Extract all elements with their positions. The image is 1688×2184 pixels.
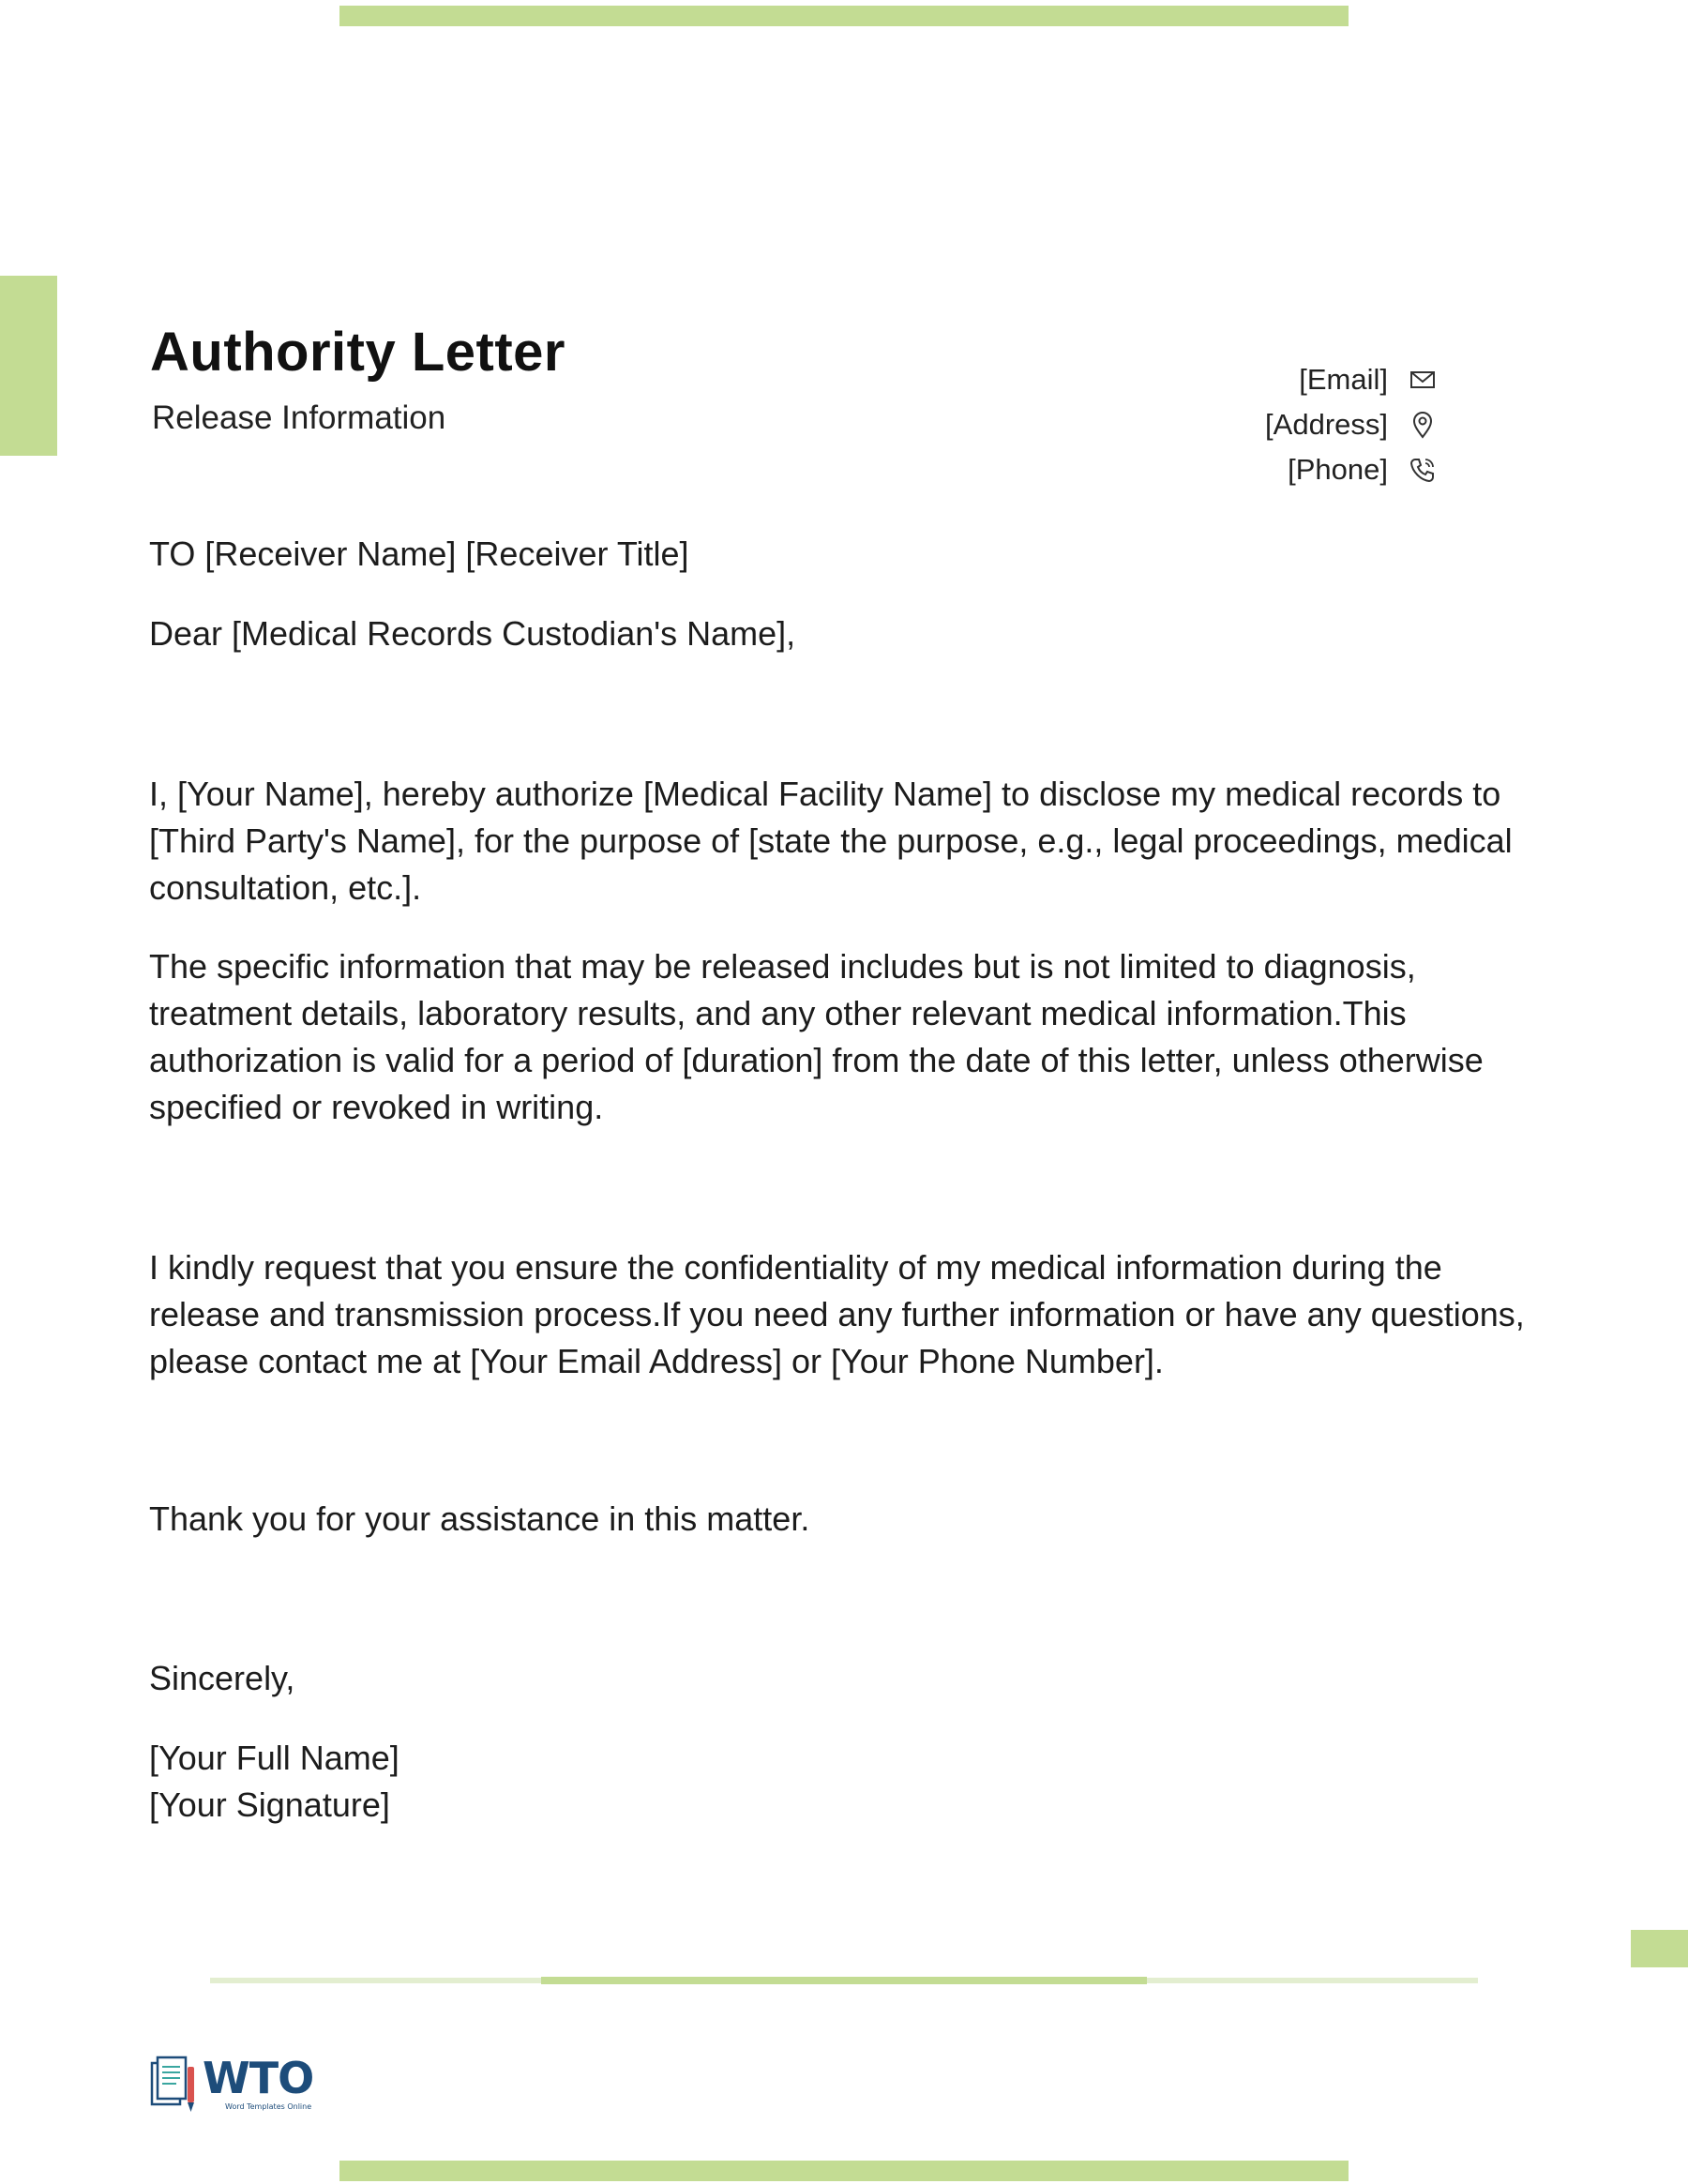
contact-address-text: [Address]	[1265, 408, 1388, 441]
contact-email-text: [Email]	[1299, 363, 1388, 396]
closing: Sincerely,	[149, 1659, 295, 1697]
contact-phone-text: [Phone]	[1288, 453, 1388, 486]
document-pen-icon	[150, 2054, 199, 2116]
left-accent-tab	[0, 276, 57, 456]
footer-divider-accent	[541, 1977, 1147, 1984]
signature: [Your Signature]	[149, 1785, 390, 1824]
contact-block	[1043, 359, 1437, 494]
letter-title: Authority Letter	[150, 322, 565, 383]
top-accent-bar	[339, 6, 1349, 26]
contact-address	[1043, 404, 1437, 445]
location-pin-icon	[1409, 411, 1437, 439]
salutation: Dear [Medical Records Custodian's Name],	[149, 614, 796, 653]
brand-logo	[150, 2054, 338, 2119]
phone-icon	[1409, 456, 1437, 484]
logo-brand: WTO	[203, 2053, 314, 2103]
recipient-line: TO [Receiver Name] [Receiver Title]	[149, 535, 689, 573]
bottom-accent-bar	[339, 2161, 1349, 2181]
logo-tagline: Word Templates Online	[225, 2102, 312, 2111]
contact-phone	[1043, 449, 1437, 490]
right-accent-tab	[1631, 1930, 1688, 1967]
paragraph-scope: The specific information that may be released includes but is not limited to diagnosis, treatment details, laboratory results, and any other relevant medical information.This authorization is valid for a period of [duration] from the date of this letter, unless otherwise specified or revoked in writing.	[149, 947, 1484, 1126]
paragraph-confidentiality: I kindly request that you ensure the confidentiality of my medical information during the release and transmission process.If you need any further information or have any questions, please contact me at [Your Email Address] or [Your Phone Number].	[149, 1248, 1525, 1380]
envelope-icon	[1409, 366, 1437, 394]
contact-email	[1043, 359, 1437, 400]
paragraph-thanks: Thank you for your assistance in this matter.	[149, 1499, 810, 1538]
paragraph-authorization: I, [Your Name], hereby authorize [Medical Facility Name] to disclose my medical records to [Third Party's Name], for the purpose of [state the purpose, e.g., legal proceedings, medical consultation, etc.].	[149, 775, 1513, 907]
letter-subtitle: Release Information	[152, 399, 446, 436]
full-name: [Your Full Name]	[149, 1739, 399, 1777]
